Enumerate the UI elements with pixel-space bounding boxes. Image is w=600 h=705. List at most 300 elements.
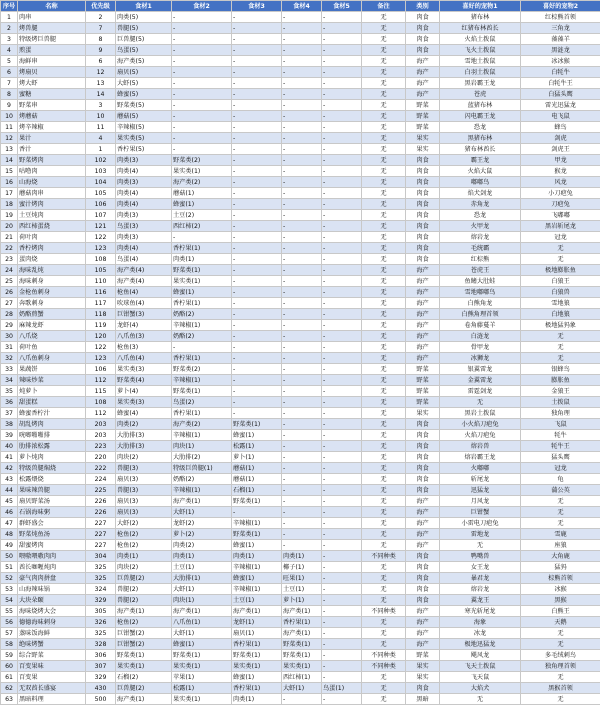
cell-priority: 112 bbox=[86, 408, 116, 419]
cell-ingredient-2: - bbox=[172, 133, 232, 144]
cell-ingredient-2: 肉类(1) bbox=[172, 551, 232, 562]
cell-priority: 224 bbox=[86, 474, 116, 485]
cell-category: 野菜 bbox=[406, 650, 440, 661]
cell-priority: 324 bbox=[86, 584, 116, 595]
cell-index: 46 bbox=[1, 507, 18, 518]
cell-category: 肉食 bbox=[406, 551, 440, 562]
cell-ingredient-4: - bbox=[282, 309, 322, 320]
cell-name: 奔歌刺身 bbox=[18, 298, 86, 309]
cell-index: 16 bbox=[1, 177, 18, 188]
cell-name: 土豆炖肉 bbox=[18, 210, 86, 221]
cell-ingredient-1: 枪鱼(3) bbox=[116, 342, 172, 353]
cell-name: 果汁 bbox=[18, 133, 86, 144]
cell-favorite-pet-1: 极地迅猛龙 bbox=[440, 639, 521, 650]
cell-index: 50 bbox=[1, 551, 18, 562]
cell-favorite-pet-2: 座狼 bbox=[521, 540, 600, 551]
cell-ingredient-1: 野菜类(4) bbox=[116, 375, 172, 386]
cell-index: 17 bbox=[1, 188, 18, 199]
cell-ingredient-1: 八爪鱼(3) bbox=[116, 331, 172, 342]
table-row bbox=[1, 606, 600, 617]
cell-note: 无 bbox=[362, 375, 406, 386]
cell-ingredient-4: - bbox=[282, 694, 322, 705]
cell-ingredient-2: 野菜类(2) bbox=[172, 155, 232, 166]
table-row bbox=[1, 419, 600, 430]
cell-index: 18 bbox=[1, 199, 18, 210]
cell-note: 无 bbox=[362, 89, 406, 100]
cell-note: 无 bbox=[362, 243, 406, 254]
cell-favorite-pet-1: 白熊角理首领 bbox=[440, 309, 521, 320]
cell-ingredient-1: 巨兽腿(2) bbox=[116, 573, 172, 584]
cell-ingredient-3: 土豆(1) bbox=[232, 595, 282, 606]
cell-index: 14 bbox=[1, 155, 18, 166]
cell-favorite-pet-1: 金翼雷龙 bbox=[440, 375, 521, 386]
cell-name: 酋长咖喱炖肉 bbox=[18, 562, 86, 573]
cell-category: 肉食 bbox=[406, 12, 440, 23]
column-header-3: 优先级 bbox=[86, 1, 116, 12]
cell-ingredient-3: 野菜类(1) bbox=[232, 496, 282, 507]
cell-ingredient-1: 果实类(3) bbox=[116, 364, 172, 375]
cell-ingredient-3: - bbox=[232, 12, 282, 23]
cell-note: 无 bbox=[362, 507, 406, 518]
table-row bbox=[1, 23, 600, 34]
cell-ingredient-1: 香柠果(5) bbox=[116, 144, 172, 155]
cell-ingredient-5: - bbox=[322, 243, 362, 254]
cell-ingredient-3: - bbox=[232, 221, 282, 232]
cell-ingredient-2: 野菜类(1) bbox=[172, 650, 232, 661]
cell-note: 无 bbox=[362, 298, 406, 309]
cell-category: 肉食 bbox=[406, 23, 440, 34]
cell-note: 无 bbox=[362, 694, 406, 705]
cell-favorite-pet-1: 火焰刀疤兔 bbox=[440, 430, 521, 441]
cell-priority: 103 bbox=[86, 166, 116, 177]
cell-index: 12 bbox=[1, 133, 18, 144]
cell-ingredient-2: 西红柿(2) bbox=[172, 221, 232, 232]
cell-category: 海产 bbox=[406, 298, 440, 309]
cell-note: 无 bbox=[362, 133, 406, 144]
cell-favorite-pet-2: 白狼王 bbox=[521, 276, 600, 287]
cell-ingredient-1: 扇贝(3) bbox=[116, 474, 172, 485]
cell-priority: 326 bbox=[86, 617, 116, 628]
cell-index: 37 bbox=[1, 408, 18, 419]
cell-favorite-pet-1: 飞天鼠 bbox=[440, 672, 521, 683]
cell-note: 无 bbox=[362, 122, 406, 133]
cell-ingredient-5: - bbox=[322, 111, 362, 122]
cell-category: 海产 bbox=[406, 353, 440, 364]
cell-ingredient-1: 果实类(3) bbox=[116, 397, 172, 408]
cell-priority: 106 bbox=[86, 199, 116, 210]
table-row bbox=[1, 540, 600, 551]
cell-favorite-pet-1: 斩尾龙 bbox=[440, 474, 521, 485]
table-row bbox=[1, 12, 600, 23]
cell-priority: 328 bbox=[86, 639, 116, 650]
cell-priority: 329 bbox=[86, 595, 116, 606]
cell-favorite-pet-2: 无 bbox=[521, 518, 600, 529]
cell-category: 海产 bbox=[406, 342, 440, 353]
cell-ingredient-2: 果实类(1) bbox=[172, 694, 232, 705]
cell-note: 无 bbox=[362, 210, 406, 221]
cell-favorite-pet-2: 土拨鼠 bbox=[521, 397, 600, 408]
cell-ingredient-3: 肉类(1) bbox=[232, 551, 282, 562]
cell-name: 蛋肉烧 bbox=[18, 254, 86, 265]
cell-ingredient-2: 奶酪(2) bbox=[172, 474, 232, 485]
cell-ingredient-4: - bbox=[282, 298, 322, 309]
cell-priority: 107 bbox=[86, 210, 116, 221]
cell-favorite-pet-2: 无 bbox=[521, 331, 600, 342]
cell-favorite-pet-2: 无 bbox=[521, 672, 600, 683]
cell-favorite-pet-1: 鸭嘴兽 bbox=[440, 551, 521, 562]
cell-priority: 102 bbox=[86, 155, 116, 166]
cell-priority: 2 bbox=[86, 12, 116, 23]
cell-ingredient-5: - bbox=[322, 694, 362, 705]
cell-index: 11 bbox=[1, 122, 18, 133]
cell-ingredient-5: 鸟蛋(1) bbox=[322, 683, 362, 694]
cell-category: 肉食 bbox=[406, 155, 440, 166]
cell-ingredient-2: - bbox=[172, 78, 232, 89]
cell-ingredient-1: 大肋排(3) bbox=[116, 441, 172, 452]
table-row bbox=[1, 672, 600, 683]
cell-favorite-pet-2: 无 bbox=[521, 342, 600, 353]
cell-ingredient-2: 野菜类(1) bbox=[172, 386, 232, 397]
cell-name: 烤大虾 bbox=[18, 78, 86, 89]
cell-ingredient-2: 海产类(1) bbox=[172, 606, 232, 617]
cell-priority: 106 bbox=[86, 364, 116, 375]
cell-ingredient-4: - bbox=[282, 485, 322, 496]
cell-favorite-pet-2: 蒲公英 bbox=[521, 485, 600, 496]
table-row bbox=[1, 78, 600, 89]
cell-category: 海产 bbox=[406, 320, 440, 331]
cell-name: 特级烤巨兽腿 bbox=[18, 34, 86, 45]
cell-category: 肉食 bbox=[406, 188, 440, 199]
cell-favorite-pet-2: 黑猴 bbox=[521, 595, 600, 606]
cell-ingredient-4: - bbox=[282, 353, 322, 364]
cell-ingredient-1: 肉类(5) bbox=[116, 12, 172, 23]
cell-ingredient-5: - bbox=[322, 199, 362, 210]
table-row bbox=[1, 518, 600, 529]
cell-favorite-pet-2: 白牦牛 bbox=[521, 67, 600, 78]
cell-ingredient-3: - bbox=[232, 342, 282, 353]
cell-ingredient-4: - bbox=[282, 111, 322, 122]
cell-category: 海产 bbox=[406, 507, 440, 518]
cell-priority: 123 bbox=[86, 353, 116, 364]
column-header-4: 食材1 bbox=[116, 1, 172, 12]
cell-category: 肉食 bbox=[406, 166, 440, 177]
cell-favorite-pet-2: 飞鼠 bbox=[521, 419, 600, 430]
cell-favorite-pet-1: 猪布林酋长 bbox=[440, 144, 521, 155]
cell-ingredient-4: - bbox=[282, 540, 322, 551]
table-row bbox=[1, 232, 600, 243]
cell-favorite-pet-1: 白羽土拨鼠 bbox=[440, 67, 521, 78]
cell-note: 无 bbox=[362, 529, 406, 540]
cell-ingredient-1: 大虾(2) bbox=[116, 518, 172, 529]
cell-favorite-pet-1: 无 bbox=[440, 694, 521, 705]
cell-favorite-pet-2: 膨胀鱼 bbox=[521, 375, 600, 386]
cell-ingredient-3: 蜂蜜(1) bbox=[232, 672, 282, 683]
cell-priority: 13 bbox=[86, 78, 116, 89]
cell-favorite-pet-2: 极地猛犸象 bbox=[521, 320, 600, 331]
cell-ingredient-5: - bbox=[322, 89, 362, 100]
cell-name: 海鲜串 bbox=[18, 56, 86, 67]
cell-ingredient-4: - bbox=[282, 364, 322, 375]
cell-index: 41 bbox=[1, 452, 18, 463]
cell-favorite-pet-2: 无 bbox=[521, 254, 600, 265]
cell-name: 甜蜜烤肉 bbox=[18, 540, 86, 551]
cell-ingredient-1: 肉类(1) bbox=[116, 551, 172, 562]
cell-ingredient-2: 果实类(1) bbox=[172, 661, 232, 672]
table-row bbox=[1, 210, 600, 221]
cell-favorite-pet-1: 熔岩兽 bbox=[440, 441, 521, 452]
cell-ingredient-3: - bbox=[232, 45, 282, 56]
cell-ingredient-3: - bbox=[232, 309, 282, 320]
cell-index: 22 bbox=[1, 243, 18, 254]
cell-index: 51 bbox=[1, 562, 18, 573]
cell-category: 果实 bbox=[406, 133, 440, 144]
cell-ingredient-5: - bbox=[322, 463, 362, 474]
cell-ingredient-2: 蘑菇(1) bbox=[172, 188, 232, 199]
cell-category: 野菜 bbox=[406, 375, 440, 386]
cell-favorite-pet-1: 小火焰刀疤兔 bbox=[440, 419, 521, 430]
cell-name: 炖萝卜 bbox=[18, 386, 86, 397]
cell-ingredient-5: - bbox=[322, 617, 362, 628]
table-row bbox=[1, 331, 600, 342]
cell-favorite-pet-2: 白狼兽 bbox=[521, 287, 600, 298]
cell-ingredient-5: - bbox=[322, 12, 362, 23]
cell-favorite-pet-2: 电飞鼠 bbox=[521, 111, 600, 122]
cell-ingredient-1: 肉类(4) bbox=[116, 188, 172, 199]
column-header-7: 食材4 bbox=[282, 1, 322, 12]
cell-ingredient-2: - bbox=[172, 34, 232, 45]
cell-name: 海味刺身 bbox=[18, 276, 86, 287]
cell-ingredient-4: 西红柿(1) bbox=[282, 672, 322, 683]
cell-favorite-pet-2: 白牦牛王 bbox=[521, 78, 600, 89]
cell-ingredient-4: 香柠果(1) bbox=[282, 617, 322, 628]
cell-favorite-pet-2: 金狼王 bbox=[521, 386, 600, 397]
cell-index: 35 bbox=[1, 386, 18, 397]
table-row bbox=[1, 628, 600, 639]
cell-note: 无 bbox=[362, 584, 406, 595]
cell-ingredient-3: 香柠果(1) bbox=[232, 639, 282, 650]
cell-favorite-pet-1: 雪地土拨鼠 bbox=[440, 56, 521, 67]
cell-favorite-pet-2: 独角理首领 bbox=[521, 661, 600, 672]
cell-index: 3 bbox=[1, 34, 18, 45]
cell-name: 无双酋长盛宴 bbox=[18, 683, 86, 694]
cell-name: 蜂蜜香柠汁 bbox=[18, 408, 86, 419]
cell-ingredient-4: 果实类(1) bbox=[282, 661, 322, 672]
cell-ingredient-2: 野菜类(1) bbox=[172, 265, 232, 276]
cell-ingredient-5: - bbox=[322, 45, 362, 56]
cell-index: 1 bbox=[1, 12, 18, 23]
cell-name: 咕噜肉 bbox=[18, 166, 86, 177]
cell-ingredient-2: 蜂蜜(1) bbox=[172, 287, 232, 298]
cell-name: 黑暗料理 bbox=[18, 694, 86, 705]
cell-ingredient-5: - bbox=[322, 155, 362, 166]
cell-favorite-pet-2: 雷光迅猛龙 bbox=[521, 100, 600, 111]
cell-index: 42 bbox=[1, 463, 18, 474]
cell-ingredient-5: - bbox=[322, 342, 362, 353]
cell-priority: 203 bbox=[86, 419, 116, 430]
cell-index: 52 bbox=[1, 573, 18, 584]
table-row bbox=[1, 144, 600, 155]
cell-favorite-pet-1: 暴君龙 bbox=[440, 573, 521, 584]
cell-favorite-pet-1: 飞天土拨鼠 bbox=[440, 661, 521, 672]
cell-favorite-pet-2: 黑猴首领 bbox=[521, 683, 600, 694]
cell-ingredient-1: 巨兽腿(2) bbox=[116, 683, 172, 694]
cell-ingredient-4: - bbox=[282, 243, 322, 254]
cell-ingredient-2: 香柠果(1) bbox=[172, 408, 232, 419]
column-header-5: 食材2 bbox=[172, 1, 232, 12]
cell-priority: 8 bbox=[86, 34, 116, 45]
cell-ingredient-1: 石榴(2) bbox=[116, 672, 172, 683]
cell-favorite-pet-2: 刀疤兔 bbox=[521, 199, 600, 210]
cell-ingredient-2: 蜂蜜(1) bbox=[172, 639, 232, 650]
cell-ingredient-5: - bbox=[322, 265, 362, 276]
cell-ingredient-3: - bbox=[232, 364, 282, 375]
cell-ingredient-3: 蘑菇(1) bbox=[232, 474, 282, 485]
cell-priority: 3 bbox=[86, 100, 116, 111]
cell-ingredient-3: - bbox=[232, 199, 282, 210]
cell-ingredient-2: 辛辣椒(1) bbox=[172, 320, 232, 331]
cell-priority: 4 bbox=[86, 133, 116, 144]
cell-priority: 226 bbox=[86, 507, 116, 518]
cell-favorite-pet-1: 红猪布林酋长 bbox=[440, 23, 521, 34]
cell-ingredient-4: - bbox=[282, 507, 322, 518]
cell-name: 奶酪煎蟹 bbox=[18, 309, 86, 320]
cell-ingredient-5: - bbox=[322, 331, 362, 342]
cell-name: 扇贝野菜汤 bbox=[18, 496, 86, 507]
cell-ingredient-3: 野菜类(1) bbox=[232, 529, 282, 540]
cell-name: 特级兽腿焖烧 bbox=[18, 463, 86, 474]
cell-ingredient-5: - bbox=[322, 78, 362, 89]
cell-ingredient-4: - bbox=[282, 419, 322, 430]
table-row bbox=[1, 287, 600, 298]
cell-name: 西红柿蛋烧 bbox=[18, 221, 86, 232]
cell-priority: 117 bbox=[86, 298, 116, 309]
cell-name: 蒸味饭海鲜 bbox=[18, 628, 86, 639]
cell-note: 无 bbox=[362, 177, 406, 188]
cell-note: 不同种类 bbox=[362, 551, 406, 562]
cell-favorite-pet-2: 猴龙 bbox=[521, 166, 600, 177]
table-row bbox=[1, 276, 600, 287]
cell-ingredient-4: - bbox=[282, 430, 322, 441]
cell-note: 无 bbox=[362, 188, 406, 199]
cell-ingredient-5: - bbox=[322, 23, 362, 34]
cell-index: 57 bbox=[1, 628, 18, 639]
cell-ingredient-1: 海产类(4) bbox=[116, 265, 172, 276]
cell-ingredient-5: - bbox=[322, 452, 362, 463]
cell-ingredient-1: 大虾(5) bbox=[116, 78, 172, 89]
cell-name: 香汁 bbox=[18, 144, 86, 155]
table-row bbox=[1, 254, 600, 265]
cell-ingredient-4: - bbox=[282, 67, 322, 78]
cell-ingredient-4: - bbox=[282, 56, 322, 67]
cell-ingredient-1: 兽腿(3) bbox=[116, 463, 172, 474]
cell-favorite-pet-2: 无 bbox=[521, 628, 600, 639]
cell-ingredient-1: 蘑菇(5) bbox=[116, 111, 172, 122]
cell-note: 无 bbox=[362, 595, 406, 606]
cell-ingredient-4: - bbox=[282, 78, 322, 89]
cell-index: 61 bbox=[1, 672, 18, 683]
cell-favorite-pet-2: 多毛绒刺鸟 bbox=[521, 650, 600, 661]
cell-index: 58 bbox=[1, 639, 18, 650]
cell-ingredient-1: 巨兽腿(5) bbox=[116, 34, 172, 45]
cell-priority: 10 bbox=[86, 111, 116, 122]
cell-favorite-pet-1: 无 bbox=[440, 540, 521, 551]
cell-ingredient-2: 萝卜(2) bbox=[172, 529, 232, 540]
table-row bbox=[1, 474, 600, 485]
cell-note: 无 bbox=[362, 364, 406, 375]
cell-index: 30 bbox=[1, 331, 18, 342]
cell-ingredient-5: - bbox=[322, 188, 362, 199]
table-row bbox=[1, 188, 600, 199]
cell-index: 10 bbox=[1, 111, 18, 122]
cell-priority: 1 bbox=[86, 144, 116, 155]
cell-ingredient-5: - bbox=[322, 353, 362, 364]
table-row bbox=[1, 408, 600, 419]
cell-ingredient-4: - bbox=[282, 276, 322, 287]
column-header-10: 类别 bbox=[406, 1, 440, 12]
cell-name: 大块朵颐 bbox=[18, 595, 86, 606]
cell-ingredient-4: - bbox=[282, 188, 322, 199]
cell-favorite-pet-1: 小雷电刀疤兔 bbox=[440, 518, 521, 529]
cell-favorite-pet-2: 极地膨胀鱼 bbox=[521, 265, 600, 276]
cell-ingredient-2: 大虾(1) bbox=[172, 628, 232, 639]
cell-note: 无 bbox=[362, 639, 406, 650]
cell-note: 无 bbox=[362, 155, 406, 166]
table-row bbox=[1, 551, 600, 562]
cell-ingredient-2: 海产类(1) bbox=[172, 496, 232, 507]
cell-ingredient-5: - bbox=[322, 540, 362, 551]
cell-name: 喂嗷喂嗷肉肉 bbox=[18, 551, 86, 562]
cell-note: 无 bbox=[362, 430, 406, 441]
cell-category: 果实 bbox=[406, 672, 440, 683]
cell-ingredient-1: 肉类(3) bbox=[116, 210, 172, 221]
cell-name: 野菜炖鱼汤 bbox=[18, 529, 86, 540]
cell-index: 15 bbox=[1, 166, 18, 177]
cell-favorite-pet-2: 冠龙 bbox=[521, 463, 600, 474]
cell-ingredient-4: - bbox=[282, 397, 322, 408]
table-row bbox=[1, 298, 600, 309]
cell-note: 无 bbox=[362, 23, 406, 34]
cell-favorite-pet-2: 剑虎王 bbox=[521, 144, 600, 155]
cell-ingredient-2: 肉类(1) bbox=[172, 254, 232, 265]
cell-ingredient-5: - bbox=[322, 34, 362, 45]
cell-category: 海产 bbox=[406, 89, 440, 100]
cell-note: 无 bbox=[362, 617, 406, 628]
cell-ingredient-4: - bbox=[282, 12, 322, 23]
table-row bbox=[1, 463, 600, 474]
cell-ingredient-2: 肉块(1) bbox=[172, 595, 232, 606]
cell-category: 肉食 bbox=[406, 177, 440, 188]
cell-ingredient-3: - bbox=[232, 265, 282, 276]
column-header-6: 食材3 bbox=[232, 1, 282, 12]
cell-favorite-pet-1: 白涟龙 bbox=[440, 331, 521, 342]
cell-ingredient-1: 肉块(2) bbox=[116, 562, 172, 573]
cell-favorite-pet-1: 苍虎 bbox=[440, 89, 521, 100]
table-row bbox=[1, 111, 600, 122]
cell-name: 海味烧烤大会 bbox=[18, 606, 86, 617]
cell-name: 咣啷啪啪排 bbox=[18, 430, 86, 441]
cell-note: 无 bbox=[362, 628, 406, 639]
cell-index: 63 bbox=[1, 694, 18, 705]
cell-name: 豪气肉肉拼盘 bbox=[18, 573, 86, 584]
cell-ingredient-4: - bbox=[282, 133, 322, 144]
cell-ingredient-4: - bbox=[282, 518, 322, 529]
cell-ingredient-2: - bbox=[172, 67, 232, 78]
cell-name: 辣味炒菜 bbox=[18, 375, 86, 386]
cell-index: 45 bbox=[1, 496, 18, 507]
table-row bbox=[1, 386, 600, 397]
cell-ingredient-1: 大肋排(3) bbox=[116, 430, 172, 441]
cell-favorite-pet-1: 无 bbox=[440, 397, 521, 408]
